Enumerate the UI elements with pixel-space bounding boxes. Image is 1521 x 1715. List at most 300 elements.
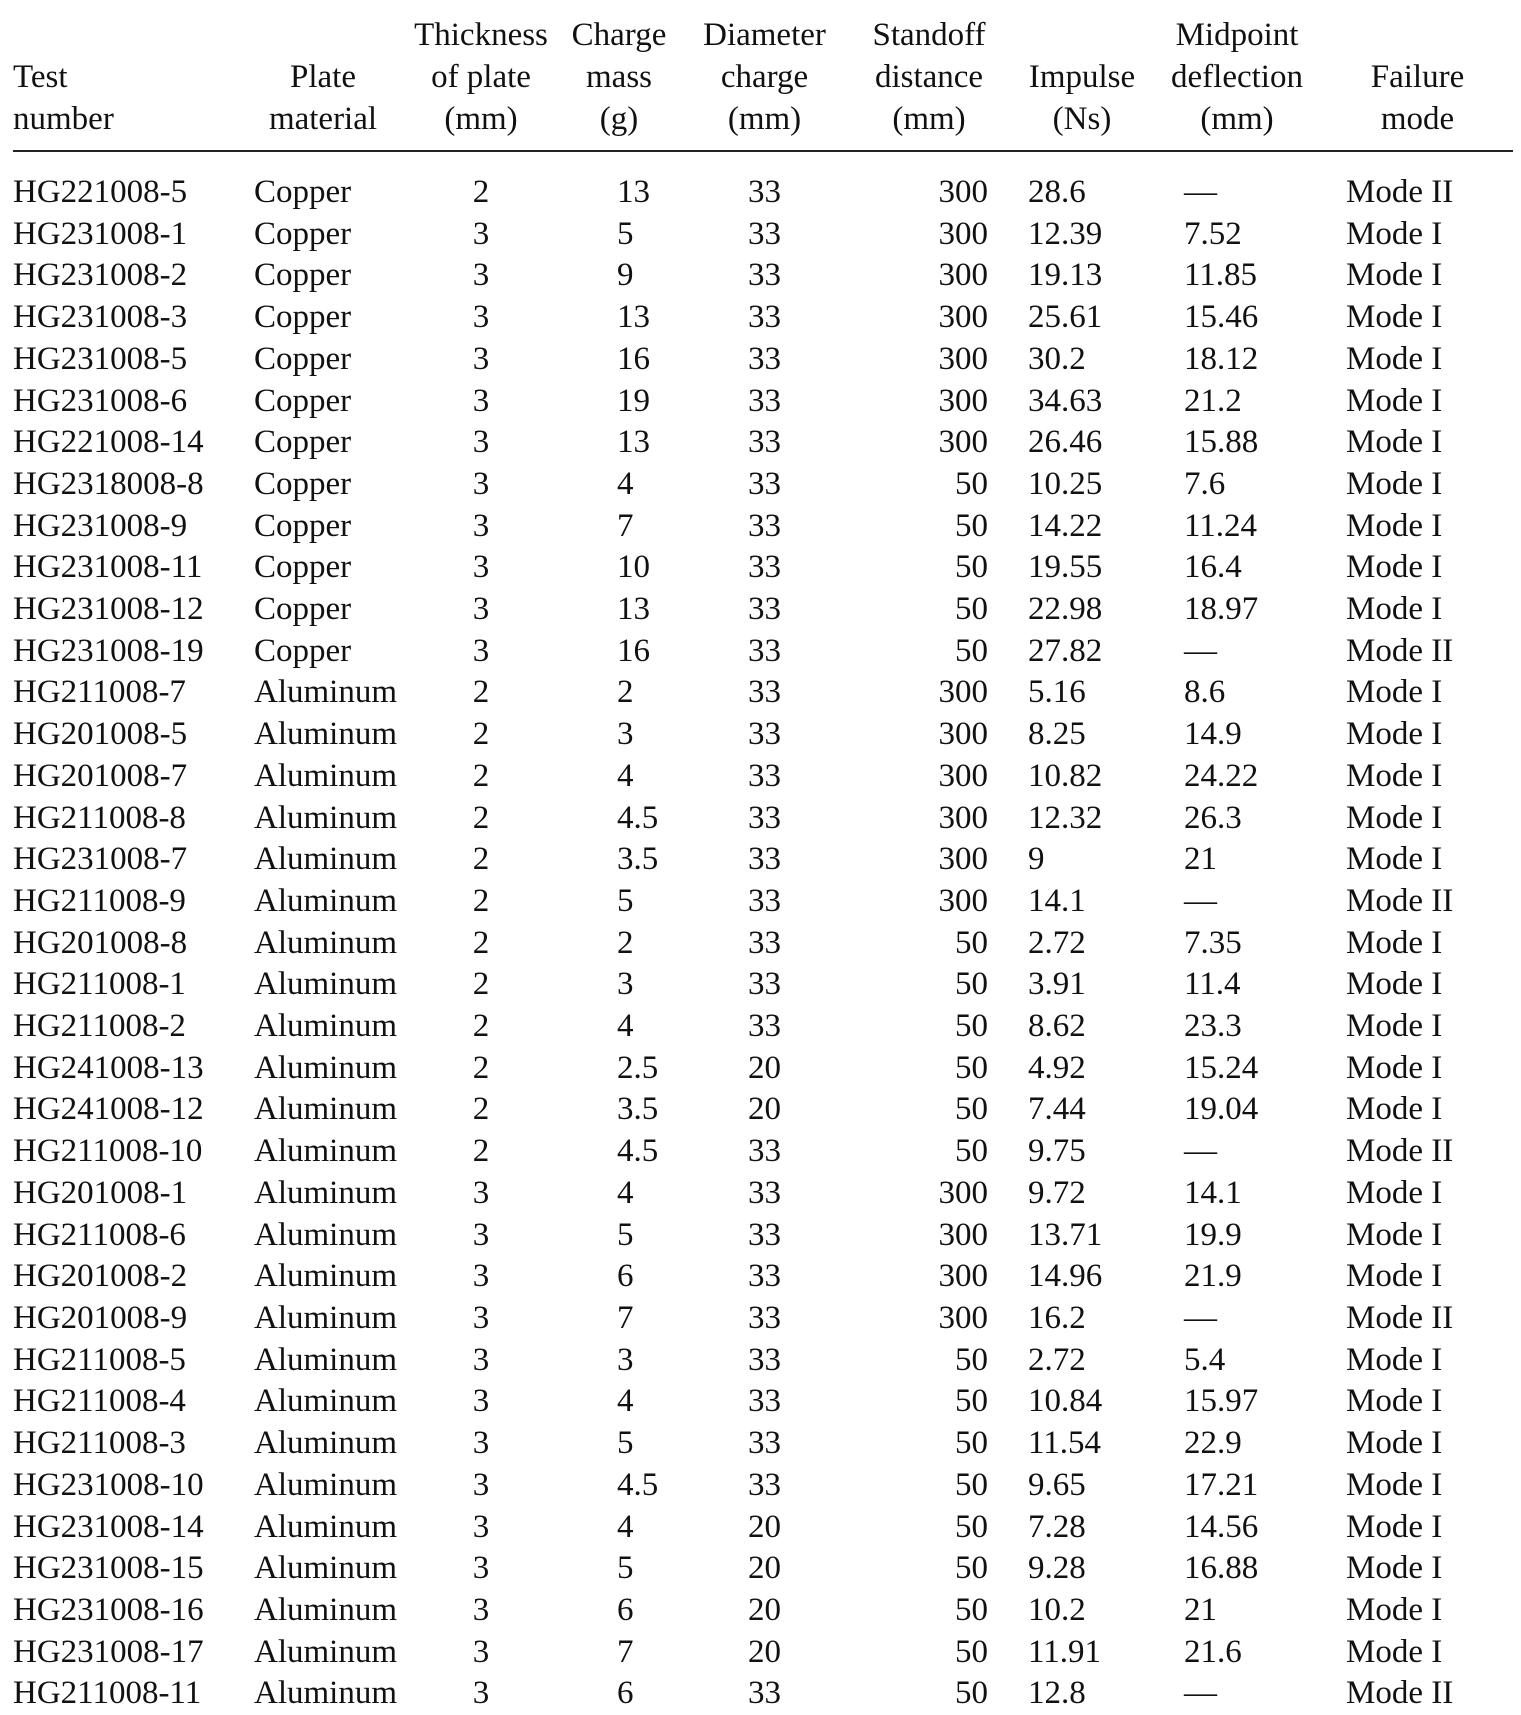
- cell-diameter-charge: 33: [748, 340, 781, 377]
- cell-charge-mass: 13: [617, 424, 650, 461]
- cell-diameter-charge: 33: [748, 1341, 781, 1378]
- cell-midpoint-deflection: 11.24: [1184, 507, 1258, 544]
- cell-thickness: 2: [472, 1133, 490, 1170]
- cell-impulse: 14.1: [1028, 882, 1086, 919]
- cell-impulse: 4.92: [1028, 1049, 1086, 1086]
- cell-test-number: HG211008-6: [13, 1216, 186, 1253]
- cell-failure-mode: Mode I: [1346, 1591, 1443, 1628]
- cell-charge-mass: 3: [617, 1341, 634, 1378]
- cell-midpoint-deflection: 22.9: [1184, 1425, 1242, 1462]
- cell-midpoint-deflection: 24.22: [1184, 757, 1259, 794]
- cell-diameter-charge: 33: [748, 1216, 781, 1253]
- cell-standoff-distance: 50: [955, 507, 988, 544]
- cell-test-number: HG231008-14: [13, 1508, 204, 1545]
- cell-standoff-distance: 50: [955, 1008, 988, 1045]
- cell-midpoint-deflection: —: [1184, 1675, 1217, 1712]
- cell-diameter-charge: 33: [748, 591, 781, 628]
- cell-diameter-charge: 33: [748, 257, 781, 294]
- header-impulse: Impulse (Ns): [1012, 14, 1152, 151]
- cell-midpoint-deflection: 21.9: [1184, 1258, 1242, 1295]
- cell-failure-mode: Mode I: [1346, 1466, 1443, 1503]
- cell-charge-mass: 6: [617, 1675, 634, 1712]
- cell-thickness: 3: [472, 591, 490, 628]
- cell-impulse: 7.44: [1028, 1091, 1086, 1128]
- cell-charge-mass: 3: [617, 716, 634, 753]
- cell-standoff-distance: 50: [955, 465, 988, 502]
- cell-midpoint-deflection: 21: [1184, 1591, 1217, 1628]
- cell-failure-mode: Mode I: [1346, 299, 1443, 336]
- cell-midpoint-deflection: 18.12: [1184, 340, 1259, 377]
- cell-plate-material: Aluminum: [254, 1008, 398, 1045]
- table-row: [13, 839, 1513, 881]
- cell-plate-material: Aluminum: [254, 924, 398, 961]
- cell-charge-mass: 3: [617, 966, 634, 1003]
- cell-plate-material: Copper: [254, 215, 352, 252]
- cell-test-number: HG211008-1: [13, 966, 186, 1003]
- cell-failure-mode: Mode I: [1346, 674, 1443, 711]
- cell-standoff-distance: 300: [938, 757, 988, 794]
- cell-thickness: 3: [472, 257, 490, 294]
- cell-diameter-charge: 33: [748, 882, 781, 919]
- cell-plate-material: Aluminum: [254, 1466, 398, 1503]
- cell-standoff-distance: 300: [938, 841, 988, 878]
- cell-standoff-distance: 300: [938, 1258, 988, 1295]
- cell-plate-material: Aluminum: [254, 1091, 398, 1128]
- cell-plate-material: Aluminum: [254, 882, 398, 919]
- cell-impulse: 9: [1028, 841, 1045, 878]
- cell-plate-material: Aluminum: [254, 1591, 398, 1628]
- cell-diameter-charge: 33: [748, 674, 781, 711]
- cell-impulse: 9.28: [1028, 1550, 1086, 1587]
- table-row: [13, 1465, 1513, 1507]
- cell-diameter-charge: 33: [748, 716, 781, 753]
- table-row: [13, 255, 1513, 297]
- table-row: [13, 1632, 1513, 1674]
- cell-test-number: HG231008-2: [13, 257, 188, 294]
- cell-test-number: HG231008-7: [13, 841, 188, 878]
- header-failure-mode: Failure mode: [1322, 14, 1513, 151]
- cell-standoff-distance: 300: [938, 340, 988, 377]
- cell-plate-material: Copper: [254, 465, 352, 502]
- cell-diameter-charge: 20: [748, 1049, 781, 1086]
- cell-thickness: 2: [472, 716, 490, 753]
- table-row: [13, 923, 1513, 965]
- cell-thickness: 3: [472, 1258, 490, 1295]
- table-row: [13, 214, 1513, 256]
- cell-midpoint-deflection: 11.85: [1184, 257, 1258, 294]
- cell-impulse: 3.91: [1028, 966, 1086, 1003]
- cell-diameter-charge: 33: [748, 1675, 781, 1712]
- cell-diameter-charge: 33: [748, 424, 781, 461]
- cell-test-number: HG231008-5: [13, 340, 188, 377]
- cell-standoff-distance: 50: [955, 1550, 988, 1587]
- cell-charge-mass: 4: [617, 1383, 634, 1420]
- cell-plate-material: Aluminum: [254, 1425, 398, 1462]
- cell-standoff-distance: 300: [938, 1174, 988, 1211]
- cell-failure-mode: Mode I: [1346, 1049, 1443, 1086]
- cell-standoff-distance: 300: [938, 882, 988, 919]
- cell-test-number: HG211008-2: [13, 1008, 186, 1045]
- cell-thickness: 3: [472, 382, 490, 419]
- cell-charge-mass: 5: [617, 882, 634, 919]
- table-row: [13, 339, 1513, 381]
- cell-failure-mode: Mode I: [1346, 1174, 1443, 1211]
- cell-midpoint-deflection: 21: [1184, 841, 1217, 878]
- cell-plate-material: Copper: [254, 299, 352, 336]
- cell-failure-mode: Mode I: [1346, 1383, 1443, 1420]
- cell-failure-mode: Mode II: [1346, 1675, 1454, 1712]
- cell-diameter-charge: 33: [748, 1133, 781, 1170]
- header-diameter-charge: Diameter charge (mm): [683, 14, 846, 151]
- cell-standoff-distance: 300: [938, 174, 988, 210]
- cell-diameter-charge: 33: [748, 757, 781, 794]
- cell-impulse: 12.8: [1028, 1675, 1086, 1712]
- cell-impulse: 8.25: [1028, 716, 1086, 753]
- cell-standoff-distance: 300: [938, 299, 988, 336]
- cell-impulse: 14.22: [1028, 507, 1103, 544]
- cell-plate-material: Aluminum: [254, 1675, 398, 1712]
- cell-charge-mass: 4: [617, 1174, 634, 1211]
- cell-plate-material: Copper: [254, 507, 352, 544]
- cell-test-number: HG211008-7: [13, 674, 186, 711]
- cell-impulse: 9.72: [1028, 1174, 1086, 1211]
- cell-failure-mode: Mode I: [1346, 1633, 1443, 1670]
- cell-standoff-distance: 300: [938, 1216, 988, 1253]
- cell-diameter-charge: 33: [748, 1383, 781, 1420]
- cell-midpoint-deflection: 21.2: [1184, 382, 1242, 419]
- cell-failure-mode: Mode I: [1346, 1508, 1443, 1545]
- cell-midpoint-deflection: —: [1184, 882, 1217, 919]
- table-row: [13, 1381, 1513, 1423]
- cell-standoff-distance: 300: [938, 674, 988, 711]
- cell-standoff-distance: 300: [938, 215, 988, 252]
- table-row: [13, 381, 1513, 423]
- cell-midpoint-deflection: 15.46: [1184, 299, 1259, 336]
- cell-plate-material: Aluminum: [254, 1633, 398, 1670]
- cell-impulse: 8.62: [1028, 1008, 1086, 1045]
- cell-plate-material: Aluminum: [254, 1258, 398, 1295]
- cell-failure-mode: Mode I: [1346, 507, 1443, 544]
- cell-charge-mass: 13: [617, 299, 650, 336]
- cell-diameter-charge: 33: [748, 465, 781, 502]
- cell-midpoint-deflection: 14.56: [1184, 1508, 1259, 1545]
- cell-charge-mass: 2.5: [617, 1049, 659, 1086]
- cell-charge-mass: 2: [617, 674, 634, 711]
- cell-plate-material: Copper: [254, 382, 352, 419]
- table-row: [13, 881, 1513, 923]
- cell-thickness: 2: [472, 174, 490, 210]
- cell-test-number: HG231008-6: [13, 382, 188, 419]
- cell-impulse: 10.2: [1028, 1591, 1086, 1628]
- table-row: [13, 1673, 1513, 1715]
- cell-standoff-distance: 50: [955, 1591, 988, 1628]
- cell-charge-mass: 4: [617, 465, 634, 502]
- cell-standoff-distance: 50: [955, 1133, 988, 1170]
- cell-thickness: 3: [472, 1174, 490, 1211]
- cell-plate-material: Aluminum: [254, 1133, 398, 1170]
- cell-standoff-distance: 50: [955, 966, 988, 1003]
- cell-impulse: 16.2: [1028, 1299, 1086, 1336]
- cell-charge-mass: 9: [617, 257, 634, 294]
- cell-midpoint-deflection: 5.4: [1184, 1341, 1226, 1378]
- cell-thickness: 3: [472, 1550, 490, 1587]
- cell-standoff-distance: 300: [938, 716, 988, 753]
- cell-midpoint-deflection: 7.52: [1184, 215, 1242, 252]
- cell-charge-mass: 7: [617, 507, 634, 544]
- cell-thickness: 2: [472, 674, 490, 711]
- cell-diameter-charge: 20: [748, 1508, 781, 1545]
- cell-impulse: 12.39: [1028, 215, 1103, 252]
- cell-failure-mode: Mode I: [1346, 1008, 1443, 1045]
- cell-thickness: 3: [472, 507, 490, 544]
- cell-thickness: 3: [472, 1633, 490, 1670]
- cell-diameter-charge: 33: [748, 841, 781, 878]
- table-row: [13, 1340, 1513, 1382]
- cell-thickness: 2: [472, 1008, 490, 1045]
- cell-thickness: 3: [472, 1508, 490, 1545]
- cell-standoff-distance: 50: [955, 1508, 988, 1545]
- header-plate-material: Plate material: [239, 14, 407, 151]
- cell-charge-mass: 5: [617, 1550, 634, 1587]
- cell-thickness: 3: [472, 465, 490, 502]
- cell-failure-mode: Mode I: [1346, 424, 1443, 461]
- cell-midpoint-deflection: 15.88: [1184, 424, 1259, 461]
- cell-standoff-distance: 300: [938, 799, 988, 836]
- cell-impulse: 2.72: [1028, 924, 1086, 961]
- cell-diameter-charge: 33: [748, 1466, 781, 1503]
- table-header: [13, 14, 1513, 151]
- cell-charge-mass: 2: [617, 924, 634, 961]
- table-row: [13, 1089, 1513, 1131]
- cell-plate-material: Copper: [254, 340, 352, 377]
- cell-impulse: 30.2: [1028, 340, 1086, 377]
- cell-impulse: 28.6: [1028, 174, 1086, 210]
- cell-plate-material: Aluminum: [254, 1550, 398, 1587]
- cell-impulse: 25.61: [1028, 299, 1103, 336]
- cell-test-number: HG201008-7: [13, 757, 188, 794]
- cell-thickness: 2: [472, 757, 490, 794]
- cell-midpoint-deflection: 16.88: [1184, 1550, 1259, 1587]
- cell-test-number: HG231008-1: [13, 215, 188, 252]
- cell-thickness: 3: [472, 549, 490, 586]
- cell-midpoint-deflection: 19.04: [1184, 1091, 1259, 1128]
- table-body: [13, 151, 1513, 1715]
- cell-midpoint-deflection: —: [1184, 174, 1217, 210]
- cell-failure-mode: Mode I: [1346, 1091, 1443, 1128]
- cell-diameter-charge: 33: [748, 1174, 781, 1211]
- header-midpoint-deflection: Midpoint deflection (mm): [1152, 14, 1322, 151]
- header-spacer: [13, 151, 1513, 172]
- cell-charge-mass: 16: [617, 340, 650, 377]
- cell-impulse: 22.98: [1028, 591, 1103, 628]
- cell-thickness: 3: [472, 632, 490, 669]
- cell-plate-material: Copper: [254, 424, 352, 461]
- cell-failure-mode: Mode II: [1346, 632, 1454, 669]
- table-row: [13, 1548, 1513, 1590]
- cell-thickness: 3: [472, 1675, 490, 1712]
- cell-failure-mode: Mode II: [1346, 1133, 1454, 1170]
- table-row: [13, 631, 1513, 673]
- cell-diameter-charge: 33: [748, 215, 781, 252]
- table-row: [13, 506, 1513, 548]
- cell-midpoint-deflection: 21.6: [1184, 1633, 1242, 1670]
- cell-diameter-charge: 33: [748, 924, 781, 961]
- cell-impulse: 2.72: [1028, 1341, 1086, 1378]
- cell-thickness: 2: [472, 799, 490, 836]
- cell-test-number: HG211008-4: [13, 1383, 186, 1420]
- cell-diameter-charge: 33: [748, 632, 781, 669]
- cell-charge-mass: 5: [617, 215, 634, 252]
- cell-plate-material: Aluminum: [254, 966, 398, 1003]
- cell-failure-mode: Mode II: [1346, 882, 1454, 919]
- cell-test-number: HG201008-9: [13, 1299, 188, 1336]
- cell-charge-mass: 4: [617, 757, 634, 794]
- cell-charge-mass: 3.5: [617, 1091, 659, 1128]
- cell-failure-mode: Mode I: [1346, 591, 1443, 628]
- cell-standoff-distance: 50: [955, 924, 988, 961]
- cell-impulse: 11.54: [1028, 1425, 1102, 1462]
- cell-standoff-distance: 50: [955, 1341, 988, 1378]
- cell-impulse: 9.65: [1028, 1466, 1086, 1503]
- cell-thickness: 2: [472, 1049, 490, 1086]
- cell-impulse: 7.28: [1028, 1508, 1086, 1545]
- cell-diameter-charge: 20: [748, 1091, 781, 1128]
- table-row: [13, 547, 1513, 589]
- cell-test-number: HG211008-3: [13, 1425, 186, 1462]
- cell-failure-mode: Mode I: [1346, 465, 1443, 502]
- table-row: [13, 1131, 1513, 1173]
- cell-plate-material: Copper: [254, 632, 352, 669]
- cell-standoff-distance: 50: [955, 549, 988, 586]
- table-row: [13, 964, 1513, 1006]
- table-row: [13, 1256, 1513, 1298]
- cell-test-number: HG211008-10: [13, 1133, 203, 1170]
- cell-charge-mass: 4.5: [617, 1133, 659, 1170]
- cell-midpoint-deflection: 19.9: [1184, 1216, 1242, 1253]
- cell-midpoint-deflection: 7.35: [1184, 924, 1242, 961]
- cell-thickness: 3: [472, 1383, 490, 1420]
- cell-impulse: 5.16: [1028, 674, 1086, 711]
- table-row: [13, 589, 1513, 631]
- cell-midpoint-deflection: —: [1184, 1133, 1217, 1170]
- cell-failure-mode: Mode I: [1346, 1425, 1443, 1462]
- cell-charge-mass: 13: [617, 174, 650, 210]
- cell-thickness: 3: [472, 1425, 490, 1462]
- cell-impulse: 14.96: [1028, 1258, 1103, 1295]
- table-row: [13, 297, 1513, 339]
- table-row: [13, 1215, 1513, 1257]
- table-row: [13, 422, 1513, 464]
- cell-charge-mass: 13: [617, 591, 650, 628]
- cell-failure-mode: Mode I: [1346, 1550, 1443, 1587]
- header-row: [13, 14, 1513, 151]
- cell-test-number: HG221008-5: [13, 174, 188, 210]
- cell-failure-mode: Mode I: [1346, 1258, 1443, 1295]
- cell-charge-mass: 19: [617, 382, 650, 419]
- table-row: [13, 172, 1513, 214]
- cell-thickness: 3: [472, 424, 490, 461]
- cell-thickness: 3: [472, 1341, 490, 1378]
- cell-midpoint-deflection: —: [1184, 632, 1217, 669]
- cell-test-number: HG201008-1: [13, 1174, 188, 1211]
- cell-plate-material: Aluminum: [254, 757, 398, 794]
- cell-plate-material: Aluminum: [254, 674, 398, 711]
- cell-diameter-charge: 33: [748, 1425, 781, 1462]
- cell-test-number: HG231008-16: [13, 1591, 204, 1628]
- cell-diameter-charge: 20: [748, 1550, 781, 1587]
- cell-charge-mass: 4.5: [617, 1466, 659, 1503]
- cell-test-number: HG201008-2: [13, 1258, 188, 1295]
- cell-thickness: 3: [472, 1299, 490, 1336]
- cell-thickness: 3: [472, 1216, 490, 1253]
- cell-plate-material: Aluminum: [254, 1216, 398, 1253]
- cell-midpoint-deflection: 16.4: [1184, 549, 1242, 586]
- cell-impulse: 34.63: [1028, 382, 1103, 419]
- cell-charge-mass: 6: [617, 1591, 634, 1628]
- cell-plate-material: Aluminum: [254, 1174, 398, 1211]
- cell-midpoint-deflection: —: [1184, 1299, 1217, 1336]
- cell-impulse: 10.82: [1028, 757, 1103, 794]
- cell-thickness: 3: [472, 1591, 490, 1628]
- cell-diameter-charge: 33: [748, 799, 781, 836]
- blast-test-table: [13, 14, 1513, 1715]
- cell-charge-mass: 10: [617, 549, 650, 586]
- cell-midpoint-deflection: 15.24: [1184, 1049, 1259, 1086]
- cell-plate-material: Aluminum: [254, 799, 398, 836]
- table-row: [13, 756, 1513, 798]
- table-row: [13, 464, 1513, 506]
- cell-plate-material: Aluminum: [254, 1341, 398, 1378]
- table-row: [13, 1006, 1513, 1048]
- spacer-cell: [13, 151, 1513, 172]
- cell-midpoint-deflection: 7.6: [1184, 465, 1226, 502]
- cell-standoff-distance: 50: [955, 1049, 988, 1086]
- cell-failure-mode: Mode I: [1346, 716, 1443, 753]
- cell-failure-mode: Mode I: [1346, 257, 1443, 294]
- table-row: [13, 1298, 1513, 1340]
- cell-test-number: HG231008-9: [13, 507, 188, 544]
- cell-diameter-charge: 33: [748, 299, 781, 336]
- cell-standoff-distance: 50: [955, 1091, 988, 1128]
- table-row: [13, 798, 1513, 840]
- cell-test-number: HG211008-9: [13, 882, 186, 919]
- cell-charge-mass: 4.5: [617, 799, 659, 836]
- cell-standoff-distance: 50: [955, 632, 988, 669]
- cell-standoff-distance: 300: [938, 1299, 988, 1336]
- cell-impulse: 11.91: [1028, 1633, 1102, 1670]
- cell-thickness: 2: [472, 924, 490, 961]
- cell-standoff-distance: 50: [955, 1633, 988, 1670]
- cell-failure-mode: Mode I: [1346, 1216, 1443, 1253]
- cell-test-number: HG231008-17: [13, 1633, 204, 1670]
- header-standoff-distance: Standoff distance (mm): [846, 14, 1012, 151]
- cell-charge-mass: 7: [617, 1633, 634, 1670]
- cell-standoff-distance: 300: [938, 424, 988, 461]
- cell-midpoint-deflection: 17.21: [1184, 1466, 1259, 1503]
- cell-midpoint-deflection: 23.3: [1184, 1008, 1242, 1045]
- cell-test-number: HG221008-14: [13, 424, 204, 461]
- cell-thickness: 3: [472, 299, 490, 336]
- cell-test-number: HG231008-10: [13, 1466, 204, 1503]
- cell-thickness: 3: [472, 215, 490, 252]
- cell-failure-mode: Mode II: [1346, 1299, 1454, 1336]
- cell-diameter-charge: 33: [748, 966, 781, 1003]
- cell-standoff-distance: 50: [955, 1675, 988, 1712]
- cell-failure-mode: Mode I: [1346, 757, 1443, 794]
- cell-test-number: HG211008-8: [13, 799, 186, 836]
- cell-charge-mass: 5: [617, 1216, 634, 1253]
- cell-thickness: 2: [472, 841, 490, 878]
